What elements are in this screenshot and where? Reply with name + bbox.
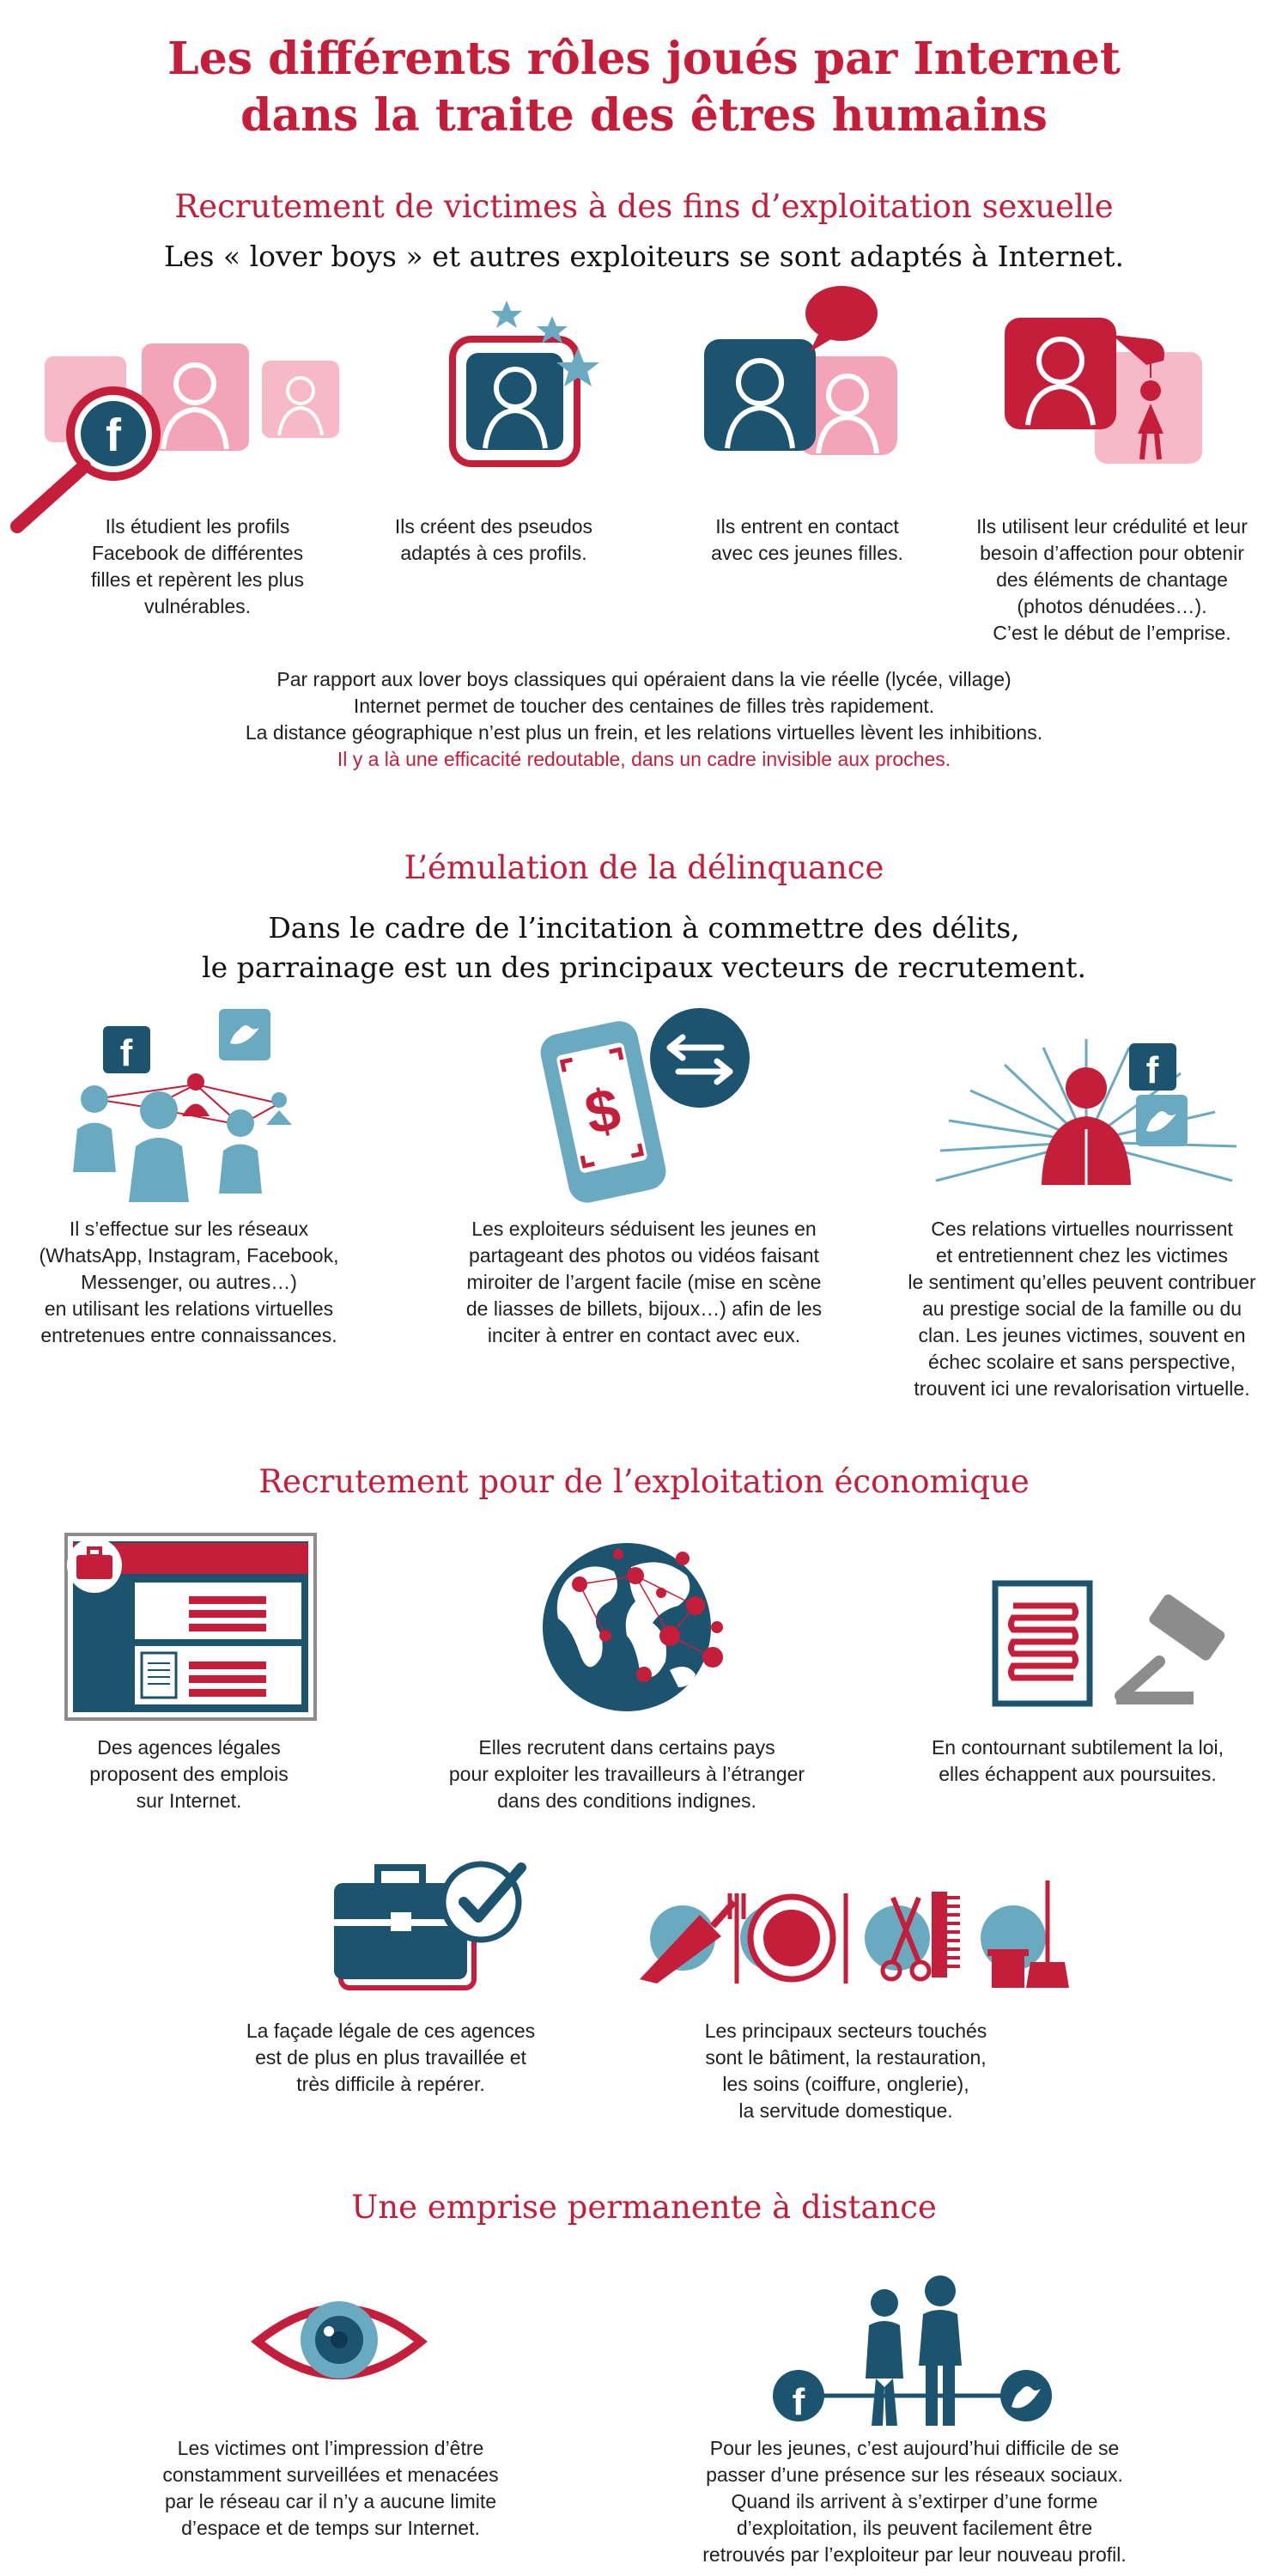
section4-item1-text: Les victimes ont l’impression d’être constamment surveillées et menacées par le réseau car il n’y a aucune limite d’espace et de temps sur Internet.	[162, 2437, 499, 2539]
section1-item1-text: Ils étudient les profils Facebook de différentes filles et repèrent les plus vulnérables.	[90, 515, 304, 617]
section3-item3-text: En contournant subtilement la loi, elles échappent aux poursuites.	[931, 1736, 1224, 1785]
briefcase-check-icon	[331, 1859, 524, 1996]
section3-item2-text: Elles recrutent dans certains pays pour exploiter les travailleurs à l’étranger dans des conditions indignes.	[448, 1736, 805, 1812]
section1-item3-text: Ils entrent en contact avec ces jeunes filles.	[711, 515, 903, 564]
job-website-icon	[64, 1533, 318, 1722]
section3-heading: Recrutement pour de l’exploitation économique	[258, 1463, 1030, 1500]
section4-item2-text: Pour les jeunes, c’est aujourd’hui difficile de se passer d’une présence sur les réseaux sociaux. Quand ils arrivent à s’extirper d’une forme d’exploitation, ils peuvent facilement être retrouvés par l’exploiteur par leur nouveau profil.	[702, 2437, 1127, 2566]
section4-heading: Une emprise permanente à distance	[351, 2189, 937, 2226]
people-social-chain-icon	[773, 2267, 1056, 2426]
social-network-group-icon	[69, 1009, 309, 1202]
svg-text:f: f	[792, 2381, 805, 2423]
section2-lead: Dans le cadre de l’incitation à commettre des délits, le parrainage est un des principaux vecteurs de recrutement.	[202, 911, 1086, 984]
svg-text:f: f	[119, 1032, 133, 1074]
surveillance-eye-icon	[253, 2288, 425, 2396]
section2-item1-text: Il s’effectue sur les réseaux (WhatsApp, Instagram, Facebook, Messenger, ou autres…) en utilisant les relations virtuelles entretenues entre connaissances.	[39, 1218, 339, 1346]
svg-text:f: f	[106, 410, 121, 461]
person-rays-social-icon	[932, 1035, 1241, 1189]
section1-item2-text: Ils créent des pseudos adaptés à ces profils.	[394, 515, 593, 564]
phone-money-exchange-icon	[550, 1013, 756, 1202]
section2-heading: L’émulation de la délinquance	[404, 849, 884, 886]
pseudo-profile-stars-icon	[442, 301, 614, 472]
globe-network-icon	[541, 1541, 738, 1722]
section3-item5-text: Les principaux secteurs touchés sont le bâtiment, la restauration, les soins (coiffure, onglerie), la servitude domestique.	[704, 2020, 987, 2122]
section1-note-highlight: Il y a là une efficacité redoutable, dans un cadre invisible aux proches.	[337, 748, 951, 770]
section1-heading: Recrutement de victimes à des fins d’exploitation sexuelle	[174, 188, 1114, 225]
section1-lead: Les « lover boys » et autres exploiteurs se sont adaptés à Internet.	[164, 240, 1124, 273]
section3-item4-text: La façade légale de ces agences est de plus en plus travaillée et très difficile à repérer.	[246, 2020, 536, 2095]
title-line-1: Les différents rôles joués par Internet	[167, 33, 1121, 85]
section1-item4-text: Ils utilisent leur crédulité et leur besoin d’affection pour obtenir des éléments de chantage (photos dénudées…). C’est le début de l’emprise.	[976, 515, 1248, 644]
svg-text:f: f	[1145, 1049, 1159, 1091]
sectors-icon	[635, 1876, 1065, 1992]
page-title	[0, 31, 1288, 144]
law-gavel-icon	[992, 1580, 1232, 1713]
title-line-2: dans la traite des êtres humains	[240, 89, 1048, 142]
svg-text:$: $	[579, 1074, 626, 1148]
facebook-profiles-magnifier-icon	[34, 339, 343, 537]
section2-item3-text: Ces relations virtuelles nourrissent et entretiennent chez les victimes le sentiment qu’elles peuvent contribuer au prestige social de la famille ou du clan. Les jeunes victimes, souvent en échec scolaire et sans perspective, trouvent ici une revalorisation virtuelle.	[908, 1218, 1256, 1400]
blackmail-puppet-icon	[1000, 313, 1224, 472]
section3-item1-text: Des agences légales proposent des emplois sur Internet.	[89, 1736, 289, 1812]
chat-contact-icon	[700, 283, 914, 472]
section1-note: Par rapport aux lover boys classiques qui opéraient dans la vie réelle (lycée, village) Internet permet de toucher des centaines de filles très rapidement. La distance géographique n’est plus un frein, et les relations virtuelles lèvent les inhibitions. Il y a là une efficacité redoutable, dans un cadre invisible aux proches.	[86, 666, 1202, 773]
section2-item2-text: Les exploiteurs séduisent les jeunes en partageant des photos ou vidéos faisant miroiter de l’argent facile (mise en scène de liasses de billets, bijoux…) afin de les inciter à entrer en contact avec eux.	[465, 1218, 823, 1346]
